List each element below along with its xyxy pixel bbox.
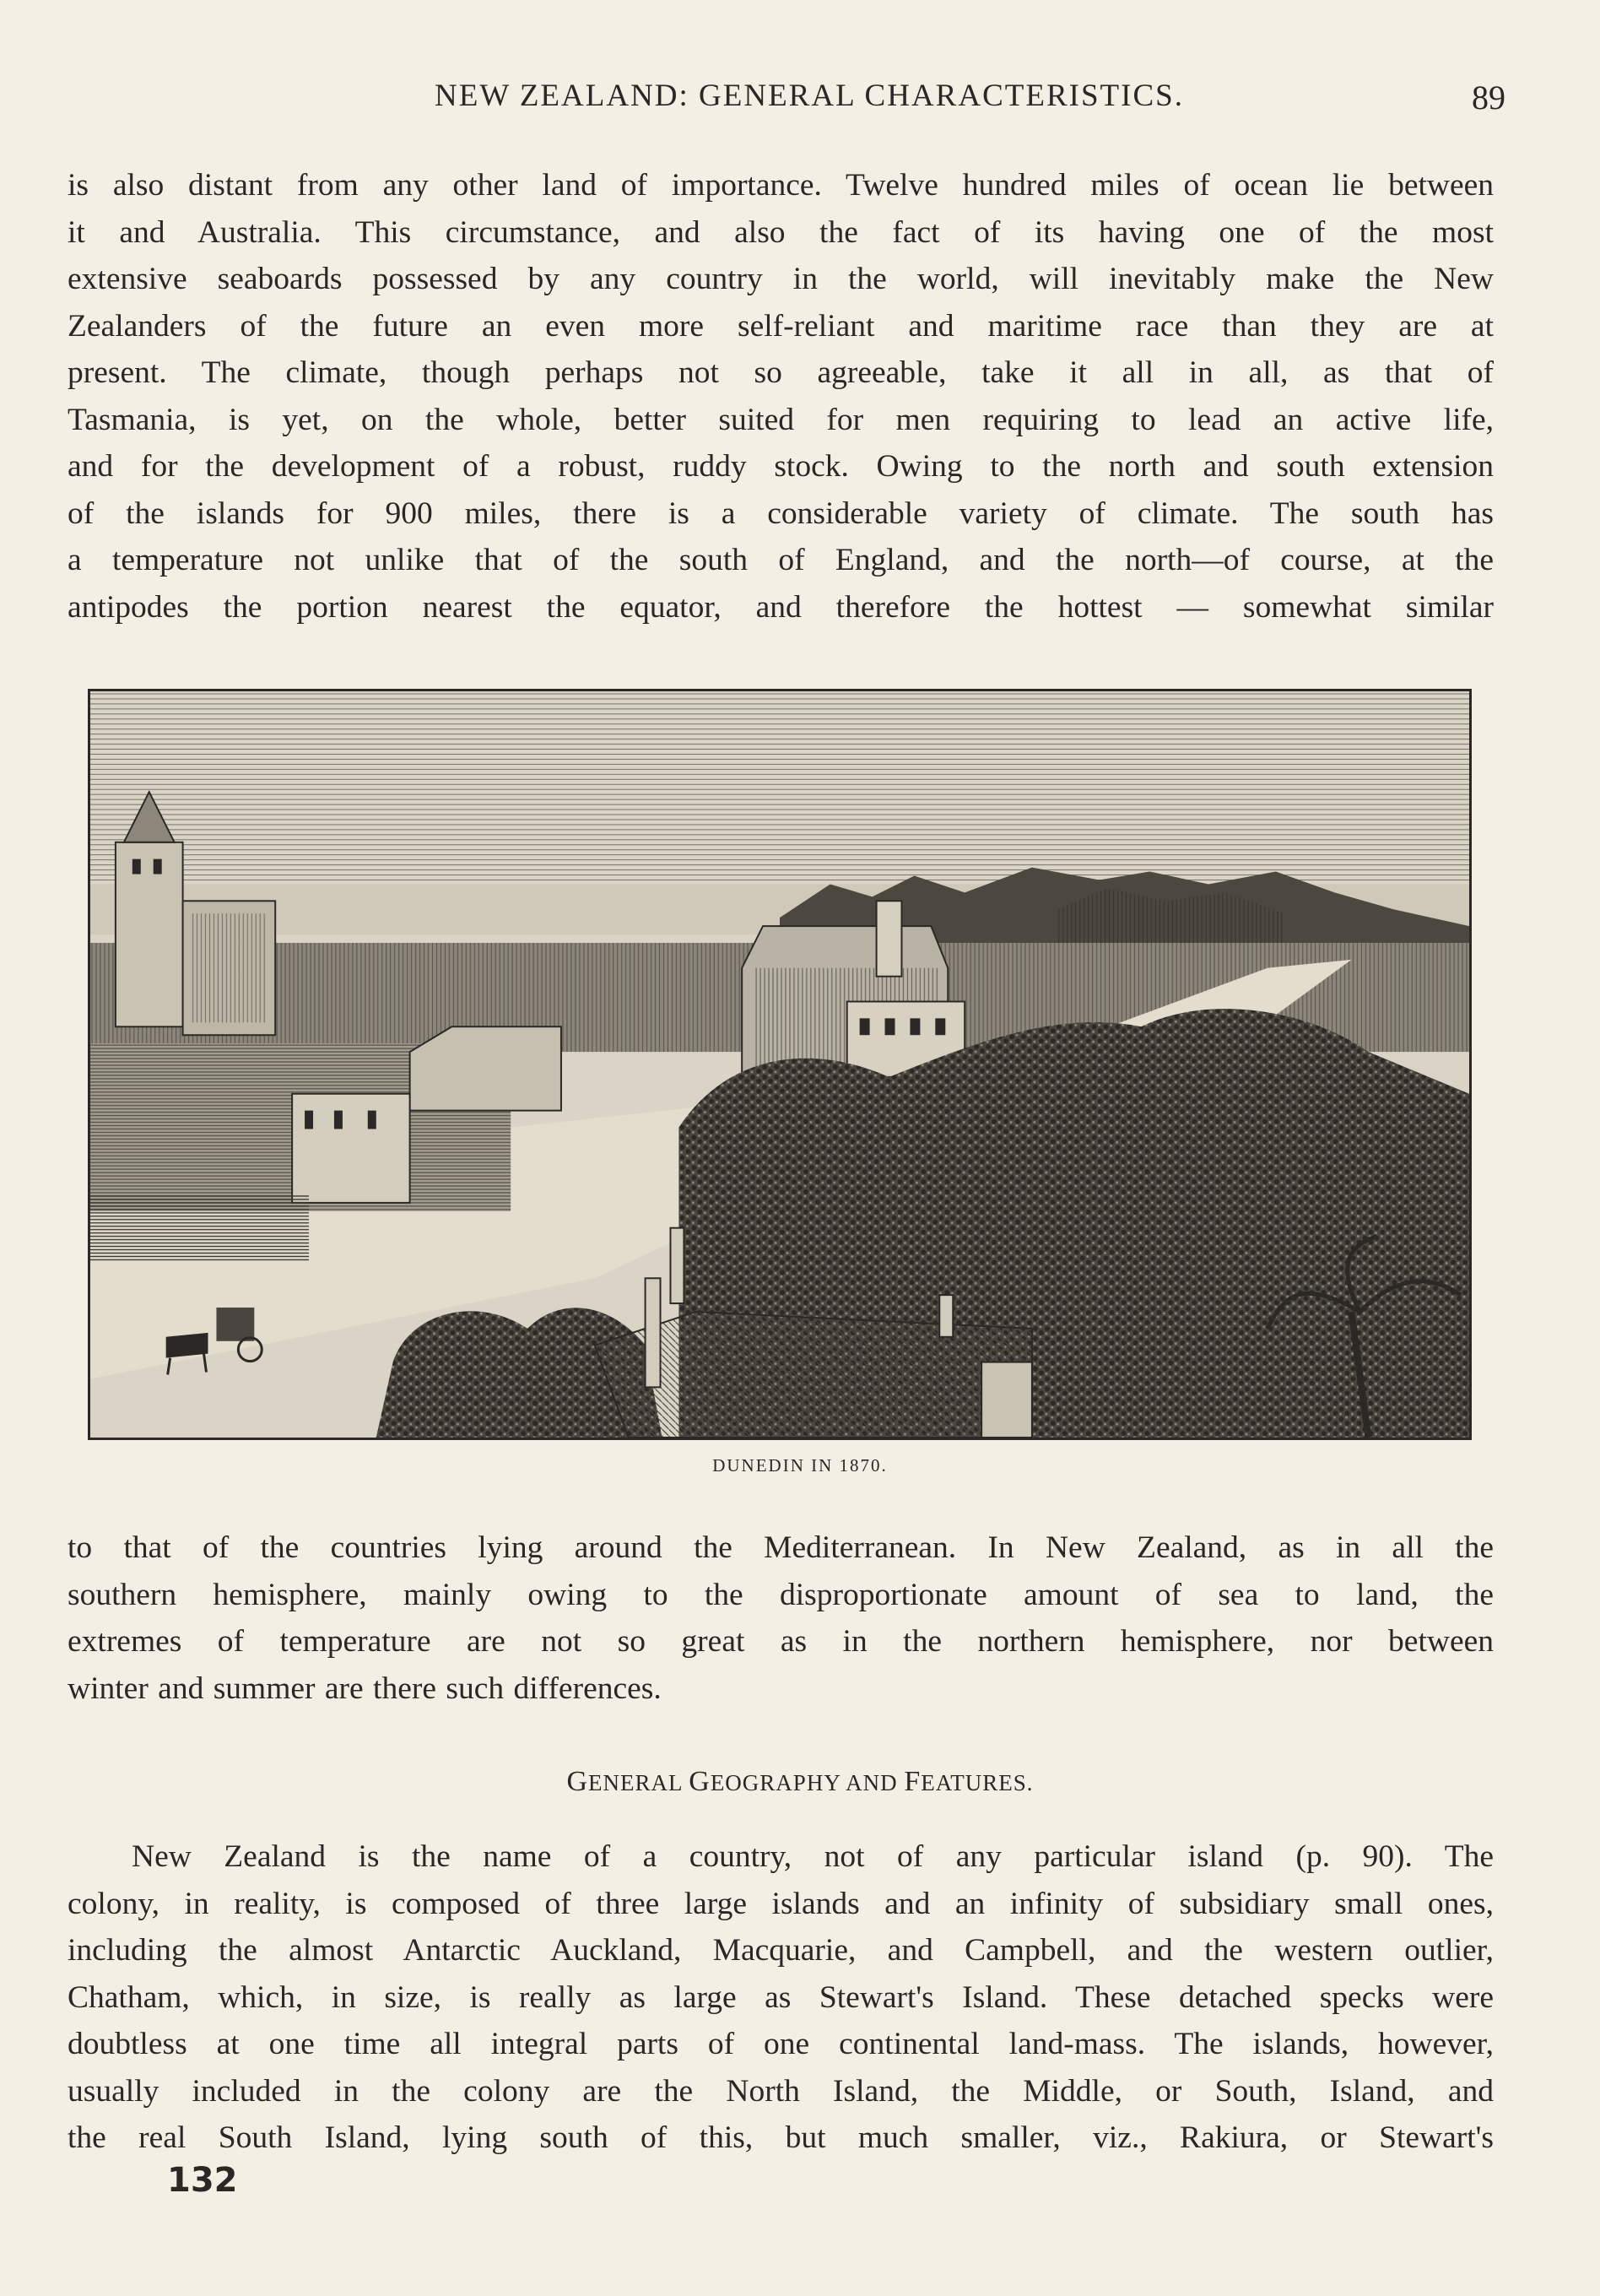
paragraph-mediterranean [68,1524,1494,1712]
text-line: and for the development of a robust, ruddy stock. Owing to the north and south extension [68,449,1494,484]
engraving-illustration [90,691,1469,1438]
engraving-dunedin [88,689,1472,1440]
text-line: doubtless at one time all integral parts of one continental land-mass. The islands, however, [68,2027,1494,2061]
running-title: NEW ZEALAND: GENERAL CHARACTERISTICS. [435,79,1184,113]
text-line: New Zealand is the name of a country, not of any particular island (p. 90). The [132,1839,1494,1874]
heading-smallcaps: EATURES. [921,1770,1034,1795]
heading-cap: F [904,1766,922,1797]
heading-cap: G [689,1766,711,1797]
text-line: it and Australia. This circumstance, and also the fact of its having one of the most [68,214,1494,250]
text-line: extensive seaboards possessed by any country in the world, will inevitably make the New [68,262,1494,296]
paragraph-geography [68,1833,1494,2162]
text-line: of the islands for 900 miles, there is a considerable variety of climate. The south has [68,495,1494,531]
text-line: antipodes the portion nearest the equator, and therefore the hottest — somewhat similar [68,589,1494,625]
text-line: Zealanders of the future an even more self-reliant and maritime race than they are at [68,308,1494,344]
section-heading [0,1766,1600,1798]
text-line: to that of the countries lying around the Mediterranean. In New Zealand, as in all the [68,1530,1494,1565]
text-line: including the almost Antarctic Auckland, Macquarie, and Campbell, and the western outlier, [68,1933,1494,1968]
figure-caption: DUNEDIN IN 1870. [712,1455,888,1476]
text-line: Chatham, which, in size, is really as large as Stewart's Island. These detached specks were [68,1979,1494,2015]
text-line: is also distant from any other land of importance. Twelve hundred miles of ocean lie between [68,168,1494,203]
heading-cap: G [566,1766,589,1797]
running-head [0,78,1600,120]
text-line: southern hemisphere, mainly owing to the disproportionate amount of sea to land, the [68,1577,1494,1612]
paragraph-climate [68,162,1494,631]
heading-smallcaps: EOGRAPHY [710,1770,846,1795]
text-line: present. The climate, though perhaps not so agreeable, take it all in all, as that of [68,355,1494,390]
text-line: a temperature not unlike that of the south of England, and the north—of course, at the [68,543,1494,577]
text-line: usually included in the colony are the North Island, the Middle, or South, Island, and [68,2073,1494,2109]
text-line: extremes of temperature are not so great as in the northern hemisphere, nor between [68,1624,1494,1659]
signature-mark: 132 [167,2161,238,2200]
heading-smallcaps: AND [846,1770,905,1795]
text-line: Tasmania, is yet, on the whole, better suited for men requiring to lead an active life, [68,402,1494,437]
text-line: the real South Island, lying south of this, but much smaller, viz., Rakiura, or Stewart's [68,2120,1494,2155]
text-line last-line: winter and summer are there such differences. [68,1671,662,1706]
text-line: colony, in reality, is composed of three large islands and an infinity of subsidiary small ones, [68,1886,1494,1921]
page-number: 89 [1472,79,1505,116]
heading-smallcaps: ENERAL [588,1770,689,1795]
